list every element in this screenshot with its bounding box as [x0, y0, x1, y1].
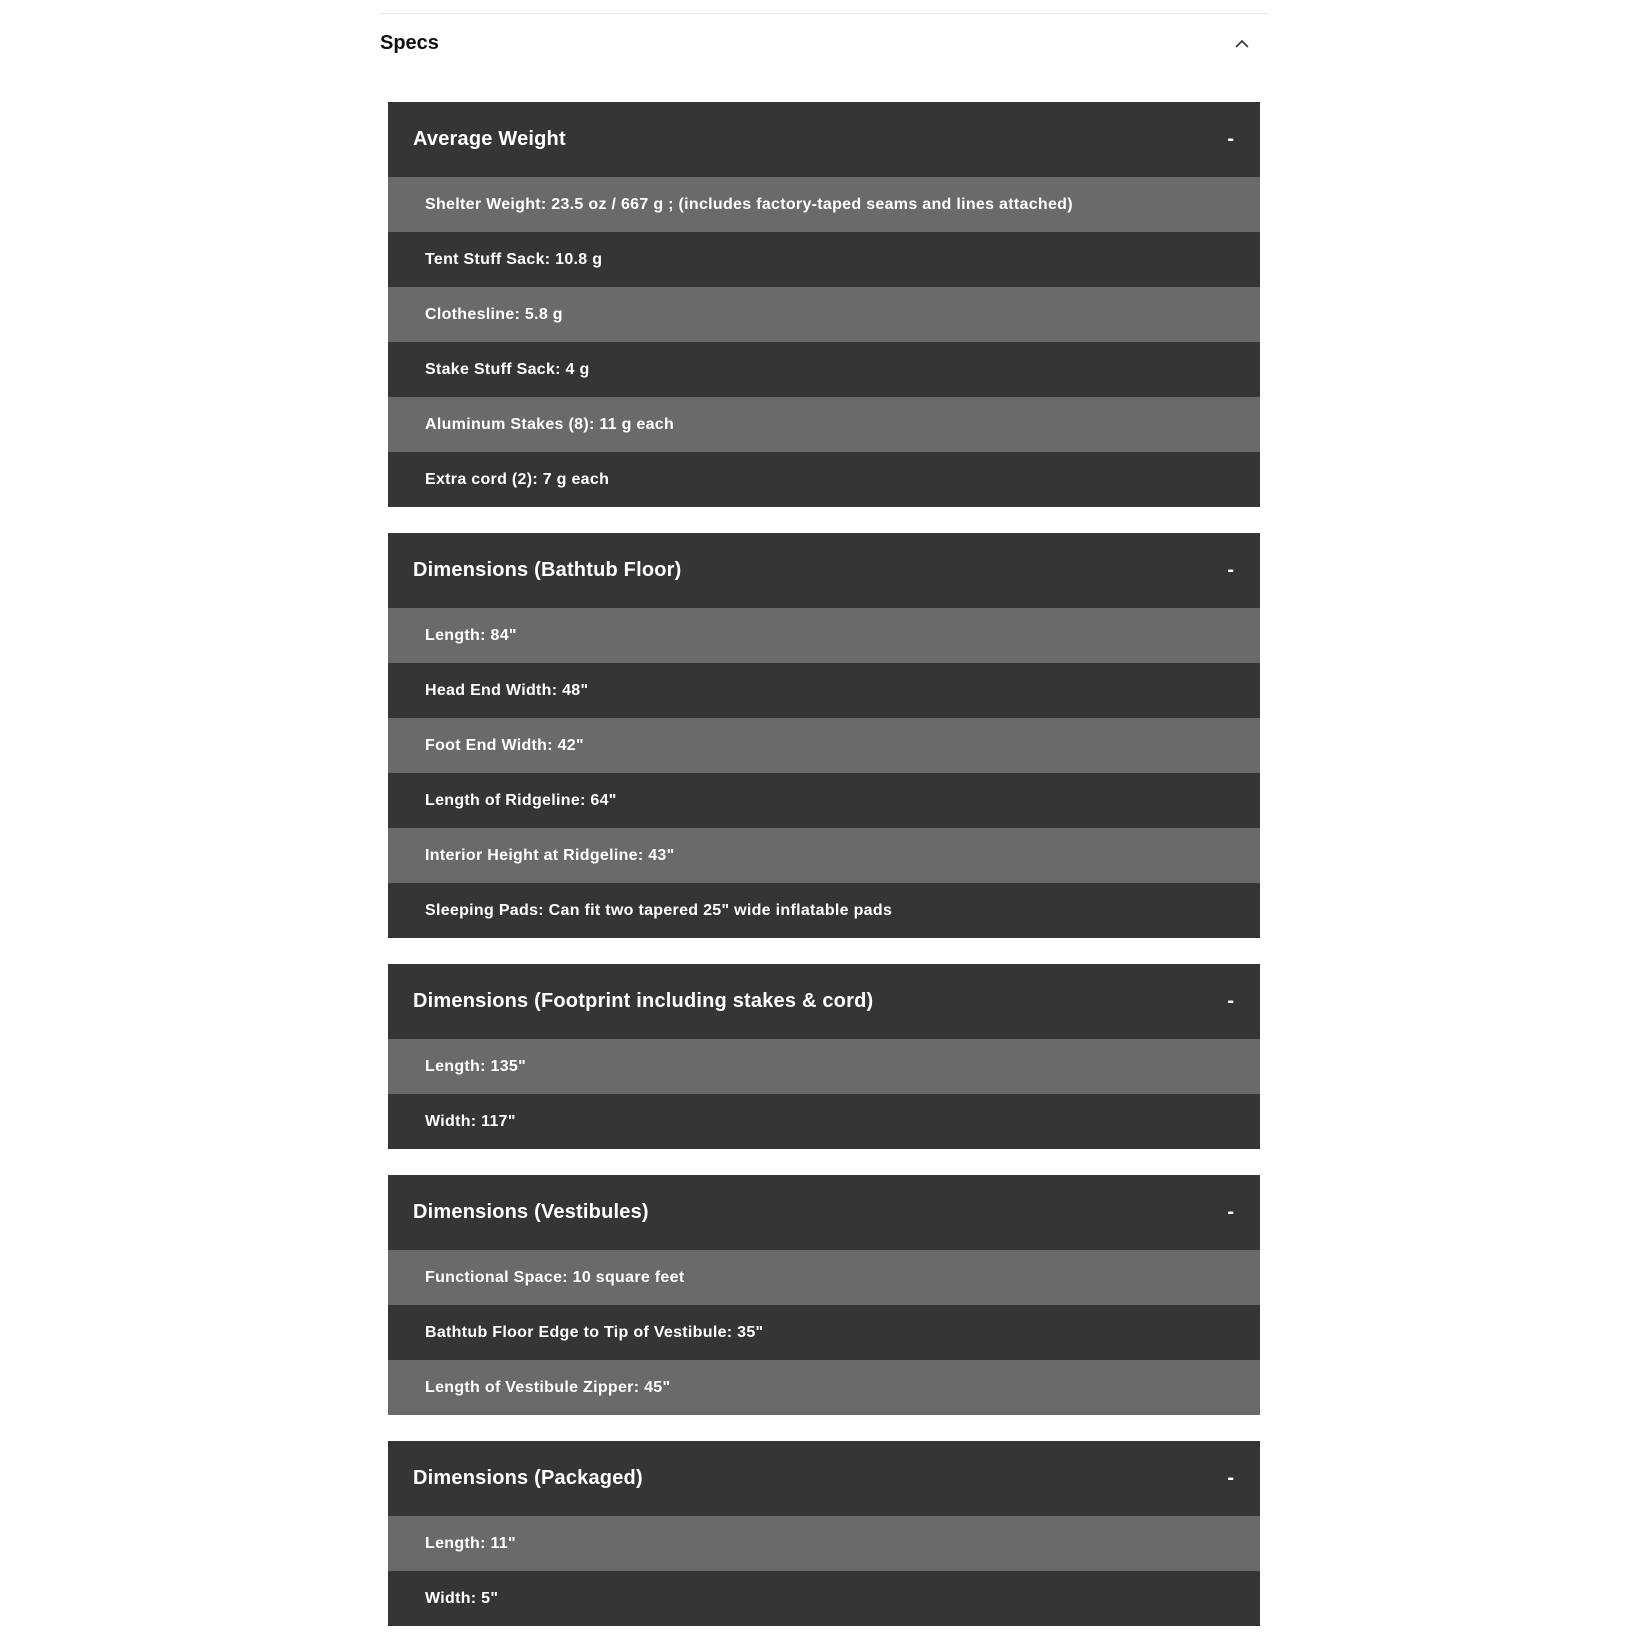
spec-row: Tent Stuff Sack: 10.8 g: [388, 232, 1260, 287]
spec-row: Length of Ridgeline: 64": [388, 773, 1260, 828]
section-header[interactable]: [388, 964, 1260, 1039]
section-title: Dimensions (Packaged): [413, 1467, 643, 1489]
collapse-toggle[interactable]: -: [1227, 559, 1234, 581]
top-divider: [380, 0, 1268, 14]
specs-panel: [380, 0, 1268, 1652]
spec-row: Head End Width: 48": [388, 663, 1260, 718]
section-title: Average Weight: [413, 128, 566, 150]
section-header[interactable]: [388, 1441, 1260, 1516]
spec-row: Length: 84": [388, 608, 1260, 663]
spec-row: Shelter Weight: 23.5 oz / 667 g ; (includes factory-taped seams and lines attached): [388, 177, 1260, 232]
spec-row: Foot End Width: 42": [388, 718, 1260, 773]
spec-row: Sleeping Pads: Can fit two tapered 25" wide inflatable pads: [388, 883, 1260, 938]
spec-section: [388, 102, 1260, 507]
chevron-up-icon[interactable]: [1228, 29, 1256, 57]
spec-section: [388, 1441, 1260, 1626]
section-title: Dimensions (Bathtub Floor): [413, 559, 682, 581]
section-rows: [388, 1250, 1260, 1415]
section-header[interactable]: [388, 102, 1260, 177]
specs-accordion-header[interactable]: [380, 14, 1268, 72]
spec-row: Length of Vestibule Zipper: 45": [388, 1360, 1260, 1415]
spec-row: Length: 135": [388, 1039, 1260, 1094]
spec-section: [388, 533, 1260, 938]
spec-section: [388, 964, 1260, 1149]
spec-row: Extra cord (2): 7 g each: [388, 452, 1260, 507]
spec-row: Width: 117": [388, 1094, 1260, 1149]
section-rows: [388, 177, 1260, 507]
spec-sections: [380, 72, 1268, 1626]
section-title: Dimensions (Footprint including stakes & cord): [413, 990, 874, 1012]
section-title: Dimensions (Vestibules): [413, 1201, 649, 1223]
section-header[interactable]: [388, 533, 1260, 608]
section-rows: [388, 1039, 1260, 1149]
section-rows: [388, 608, 1260, 938]
spec-row: Length: 11": [388, 1516, 1260, 1571]
collapse-toggle[interactable]: -: [1227, 990, 1234, 1012]
specs-title: Specs: [380, 31, 439, 54]
section-header[interactable]: [388, 1175, 1260, 1250]
spec-row: Stake Stuff Sack: 4 g: [388, 342, 1260, 397]
collapse-toggle[interactable]: -: [1227, 128, 1234, 150]
collapse-toggle[interactable]: -: [1227, 1467, 1234, 1489]
section-rows: [388, 1516, 1260, 1626]
spec-row: Width: 5": [388, 1571, 1260, 1626]
spec-row: Functional Space: 10 square feet: [388, 1250, 1260, 1305]
spec-row: Interior Height at Ridgeline: 43": [388, 828, 1260, 883]
spec-row: Aluminum Stakes (8): 11 g each: [388, 397, 1260, 452]
spec-row: Bathtub Floor Edge to Tip of Vestibule: 35": [388, 1305, 1260, 1360]
spec-row: Clothesline: 5.8 g: [388, 287, 1260, 342]
spec-section: [388, 1175, 1260, 1415]
collapse-toggle[interactable]: -: [1227, 1201, 1234, 1223]
